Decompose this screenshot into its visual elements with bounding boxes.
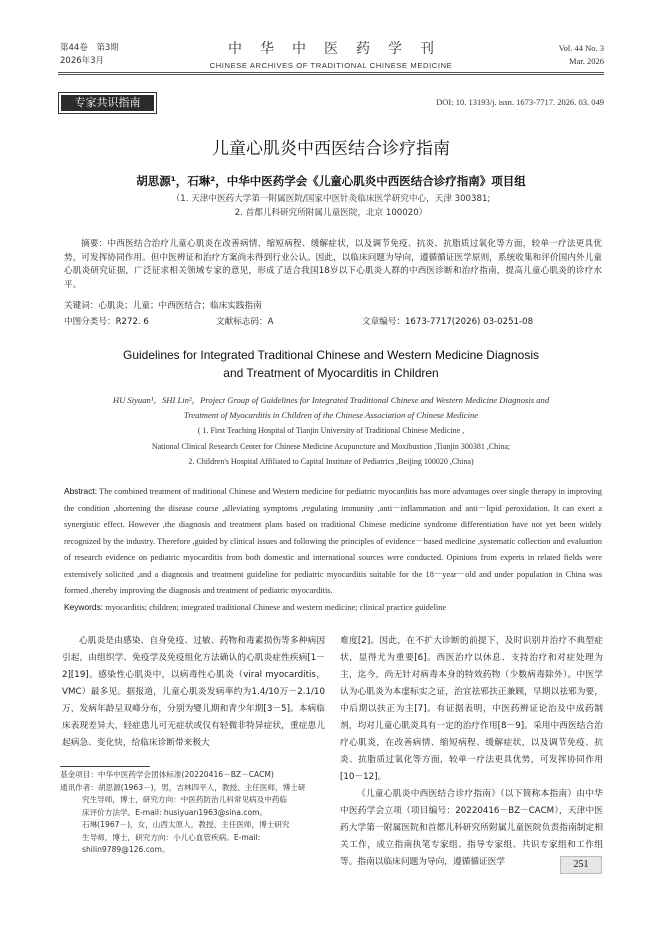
body-paragraph: 难度[2]。因此，在不扩大诊断的前提下，及时识别并治疗不典型症状，显得尤为重要[6]。西医治疗以休息、支持治疗和对症处理为主，迄今，尚无针对病毒本身的特效药物（少数病毒除外）。中医学认为心肌炎为本虚标实之证，治宜祛邪扶正兼顾，早期以祛邪为要，中后期以扶正为主[7]。有证据表明，中医药辨证论治及中成药制剂，均对儿童心肌炎具有一定的治疗作用[8－9]。采用中西医结合治疗心肌炎，在改善病情、缩短病程、缓解症状，以及调节免疫、抗炎、抗脂质过氧化等方面，较单一疗法更具优势，可发挥协同作用[10－12]。 xyxy=(340,636,603,782)
affiliation-en-line: National Clinical Research Center for Chinese Medicine Acupuncture and Moxibustion ,Tianjin 300381 ,China; xyxy=(151,441,511,451)
author-note: 床评价方法学。E-mail: husiyuan1963@sina.com。 xyxy=(82,807,268,817)
header-rule-second xyxy=(58,74,604,75)
keywords-en-label: Keywords: xyxy=(64,602,104,612)
running-header-left xyxy=(60,42,119,68)
authors-en-line: HU Siyuan¹，SHI Lin²，Project Group of Guidelines for Integrated Traditional Chinese and Western Medicine Diagnosis and xyxy=(112,395,550,405)
authors-en-line: Treatment of Myocarditis in Children of the Chinese Association of Chinese Medicine xyxy=(183,410,479,420)
affiliation-en-line: ( 1. First Teaching Hospital of Tianjin University of Traditional Chinese Medicine , xyxy=(197,426,465,435)
page-number: 251 xyxy=(560,856,602,874)
authors-en xyxy=(70,393,592,423)
body-paragraph: 心肌炎是由感染、自身免疫、过敏、药物和毒素损伤等多种病因引起，由组织学、免疫学及免疫组化方法确认的心肌炎症性疾病[1－2][19]。感染性心肌炎中，以病毒性心肌炎（viral myocarditis，VMC）最多见。据报道，儿童心肌炎发病率约为1.4/10万－2.1/10万，发病年龄呈双峰分布，分别为婴儿期和青少年期[3－5]。本病临床表现差异大，轻症患儿可无症状或仅有轻微非特异症状，重症患儿起病急、变化快，给临床诊断带来极大 xyxy=(62,636,325,748)
journal-title-en: CHINESE ARCHIVES OF TRADITIONAL CHINESE MEDICINE xyxy=(209,61,453,70)
abstract-en-label: Abstract: xyxy=(64,486,98,496)
keywords-en xyxy=(64,602,446,612)
running-header-center xyxy=(160,38,502,70)
affiliations-en xyxy=(60,423,602,470)
column-tag-label: 专家共识指南 xyxy=(61,95,154,111)
keywords-cn: 关键词：心肌炎；儿童；中西医结合；临床实践指南 xyxy=(64,301,262,311)
date-cn: 2026年3月 xyxy=(60,56,105,66)
body-paragraph: 《儿童心肌炎中西医结合诊疗指南》（以下简称本指南）由中华中医药学会立项（项目编号：20220416－BZ－CACM），天津中医药大学第一附属医院和首都儿科研究所附属儿童医院负责指南制定相关工作，成立指南执笔专家组、指导专家组、共识专家组和工作组等。指南以临床问题为导向，遵循循证医学 xyxy=(340,789,603,867)
author-note: 究生导师，博士，研究方向：中医药防治儿科常见病及中药临 xyxy=(82,795,288,804)
doi: DOI: 10. 13193/j. issn. 1673-7717. 2026. 03. 049 xyxy=(436,97,604,107)
clc-number: 中图分类号：R272. 6 xyxy=(64,317,149,327)
author-note: 通讯作者：胡思源(1963－)，男，吉林四平人，教授、主任医师，博士研 xyxy=(60,782,306,792)
affiliations-cn xyxy=(0,192,662,220)
header-rule xyxy=(58,72,604,73)
abstract-en-text: The combined treatment of traditional Chinese and Western medicine for pediatric myocarditis has more advantages over single therapy in improving the condition ,shortening the disease course ,alleviating symptoms ,regulating immunity ,anti－inflammation and anti－lipid peroxidation. It can exert a synergistic effect. However ,the diagnosis and treatment plans based on traditional Chinese medicine syndrome differentiation have not yet been widely recognized by the industry. Therefore ,guided by clinical issues and following the principles of evidence－based medicine ,systematic collection and evaluation of research evidence on pediatric myocarditis from both domestic and international sources were conducted. Opinions from experts in related fields were extensively solicited ,and a diagnosis and treatment guideline for pediatric myocarditis suitable for the 18－year－old and under population in China was formed ,thereby improving the diagnosis and treatment of pediatric myocarditis. xyxy=(64,487,602,595)
date-en: Mar. 2026 xyxy=(569,56,604,66)
author-note: 生导师，博士，研究方向：小儿心血管疾病。E-mail: xyxy=(82,832,261,842)
journal-title-cn: 中华中医药学刊 xyxy=(228,41,452,57)
body-column-right xyxy=(340,633,603,871)
column-tag xyxy=(58,92,157,114)
author-note: shilin9789@126.com。 xyxy=(82,845,170,854)
document-code: 文献标志码：A xyxy=(216,317,274,327)
fund-note: 基金项目：中华中医药学会团体标准(20220416－BZ－CACM) xyxy=(60,770,274,779)
affiliation-cn-line: 2. 首都儿科研究所附属儿童医院，北京 100020） xyxy=(234,208,428,218)
keywords-en-text: myocarditis; children; integrated traditional Chinese and western medicine; clinical practice guideline xyxy=(105,603,447,612)
affiliation-cn-line: （1. 天津中医药大学第一附属医院/国家中医针灸临床医学研究中心，天津 300381; xyxy=(171,194,491,204)
footnotes xyxy=(60,769,326,857)
abstract-en xyxy=(64,483,602,600)
article-title-cn: 儿童心肌炎中西医结合诊疗指南 xyxy=(212,139,450,159)
footnote-rule xyxy=(60,766,150,767)
body-column-left xyxy=(62,633,325,752)
authors-cn: 胡思源¹，石琳²，中华中医药学会《儿童心肌炎中西医结合诊疗指南》项目组 xyxy=(136,174,526,188)
volume-issue-en: Vol. 44 No. 3 xyxy=(558,43,604,53)
running-header-right xyxy=(559,42,604,68)
article-number: 文章编号：1673-7717(2026) 03-0251-08 xyxy=(362,317,534,327)
affiliation-en-line: 2. Children's Hospital Affiliated to Capital Institute of Pediatrics ,Beijing 100020 ,China) xyxy=(188,457,474,466)
article-title-en xyxy=(0,346,662,382)
abstract-cn xyxy=(64,238,602,292)
volume-issue-cn: 第44卷 第3期 xyxy=(60,43,119,53)
article-title-en-line: Guidelines for Integrated Traditional Chinese and Western Medicine Diagnosis xyxy=(122,348,539,362)
abstract-cn-text: 摘要：中西医结合治疗儿童心肌炎在改善病情、缩短病程、缓解症状，以及调节免疫、抗炎、抗脂质过氧化等方面，较单一疗法更具优势，可发挥协同作用。但中医辨证和治疗方案尚未得到行业公认。因此，以临床问题为导向，遵循循证医学原则，系统收集和评价国内外儿童心肌炎研究证据，广泛征求相关领域专家的意见，形成了适合我国18岁以下心肌炎人群的中西医诊断和治疗指南，提高儿童心肌炎的诊疗水平。 xyxy=(64,239,602,290)
article-title-en-line: and Treatment of Myocarditis in Children xyxy=(223,366,439,380)
author-note: 石琳(1967－)，女，山西太原人，教授、主任医师，博士研究 xyxy=(82,820,290,829)
